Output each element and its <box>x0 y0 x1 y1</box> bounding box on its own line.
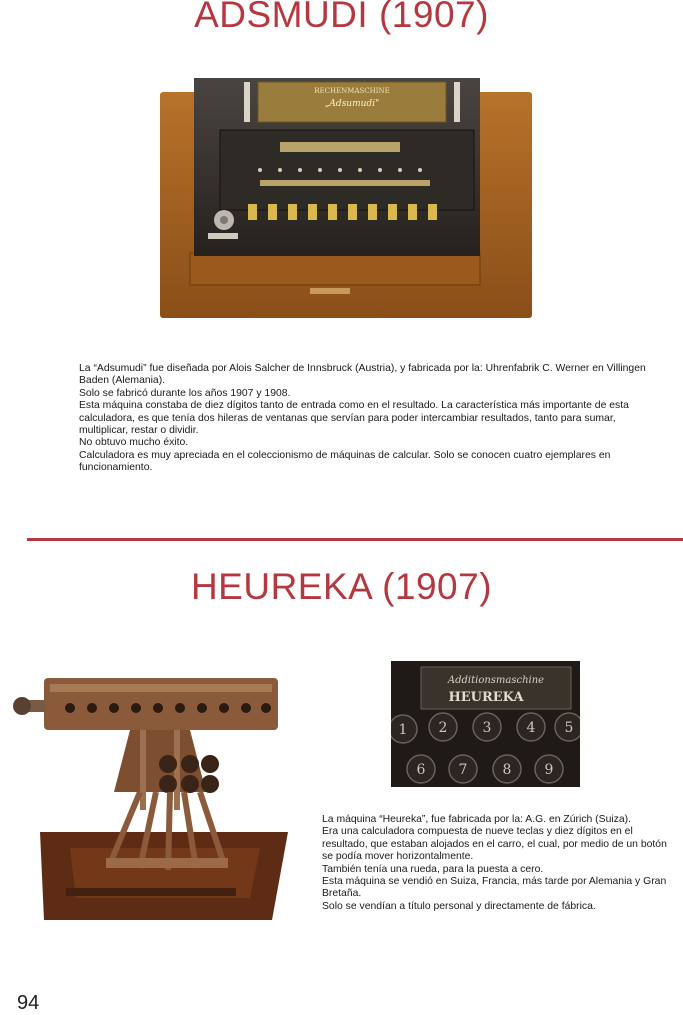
heureka-photo-label-top: Additionsmaschine <box>447 675 545 686</box>
heureka-key-label: 8 <box>502 762 512 778</box>
heureka-key-label: 9 <box>544 762 554 778</box>
heureka-keys-photo <box>391 661 580 787</box>
heureka-key-label: 2 <box>438 720 448 736</box>
adsmudi-plate-name: „Adsumudi" <box>324 99 380 109</box>
heureka-title: HEUREKA (1907) <box>190 566 493 607</box>
heureka-key-label: 6 <box>416 762 426 778</box>
heureka-photo-label-brand: HEUREKA <box>448 690 524 705</box>
heureka-paragraph: Solo se vendían a título personal y directamente de fábrica. <box>322 900 596 912</box>
heureka-paragraph: También tenía una rueda, para la puesta a cero. <box>322 863 544 875</box>
heureka-key-label: 4 <box>526 720 536 736</box>
heureka-paragraph: La máquina “Heureka”, fue fabricada por la: A.G. en Zúrich (Suiza). <box>322 814 631 825</box>
adsmudi-plate-heading: RECHENMASCHINE <box>314 87 390 95</box>
adsmudi-paragraph: Esta máquina constaba de diez dígitos tanto de entrada como en el resultado. La característica más importante de esta calculadora, es que tenía dos hileras de ventanas que servían para poder intercambiar resultados, tanto para sumar, multiplicar, restar o dividir. <box>79 400 629 437</box>
heureka-paragraph: Esta máquina se vendió en Suiza, Francia, más tarde por Alemania y Gran Bretaña. <box>322 876 667 900</box>
heureka-machine-photo <box>10 672 288 920</box>
heureka-key-label: 5 <box>564 720 574 736</box>
adsmudi-paragraph: Calculadora es muy apreciada en el coleccionismo de máquinas de calcular. Solo se conocen cuatro ejemplares en funcionamiento. <box>79 449 611 474</box>
adsmudi-description <box>79 363 649 475</box>
heureka-key-label: 1 <box>398 722 408 738</box>
adsmudi-machine-photo <box>160 78 532 318</box>
heureka-description <box>322 814 672 913</box>
adsmudi-paragraph: No obtuvo mucho éxito. <box>79 437 189 449</box>
heureka-paragraph: Era una calculadora compuesta de nueve teclas y diez dígitos en el resultado, que estaban alojados en el carro, el cual, por medio de un botón se podía mover horizontalmente. <box>322 826 667 863</box>
heureka-key-label: 3 <box>482 720 492 736</box>
adsmudi-title: ADSMUDI (1907) <box>194 0 489 35</box>
adsmudi-paragraph: La “Adsumudi” fue diseñada por Alois Salcher de Innsbruck (Austria), y fabricada por la: Uhrenfabrik C. Werner en Villingen Baden (Alemania). <box>79 363 646 387</box>
adsmudi-paragraph: Solo se fabricó durante los años 1907 y 1908. <box>79 387 291 399</box>
page-number: 94 <box>17 992 40 1014</box>
section-divider <box>27 538 683 541</box>
heureka-key-label: 7 <box>458 762 468 778</box>
